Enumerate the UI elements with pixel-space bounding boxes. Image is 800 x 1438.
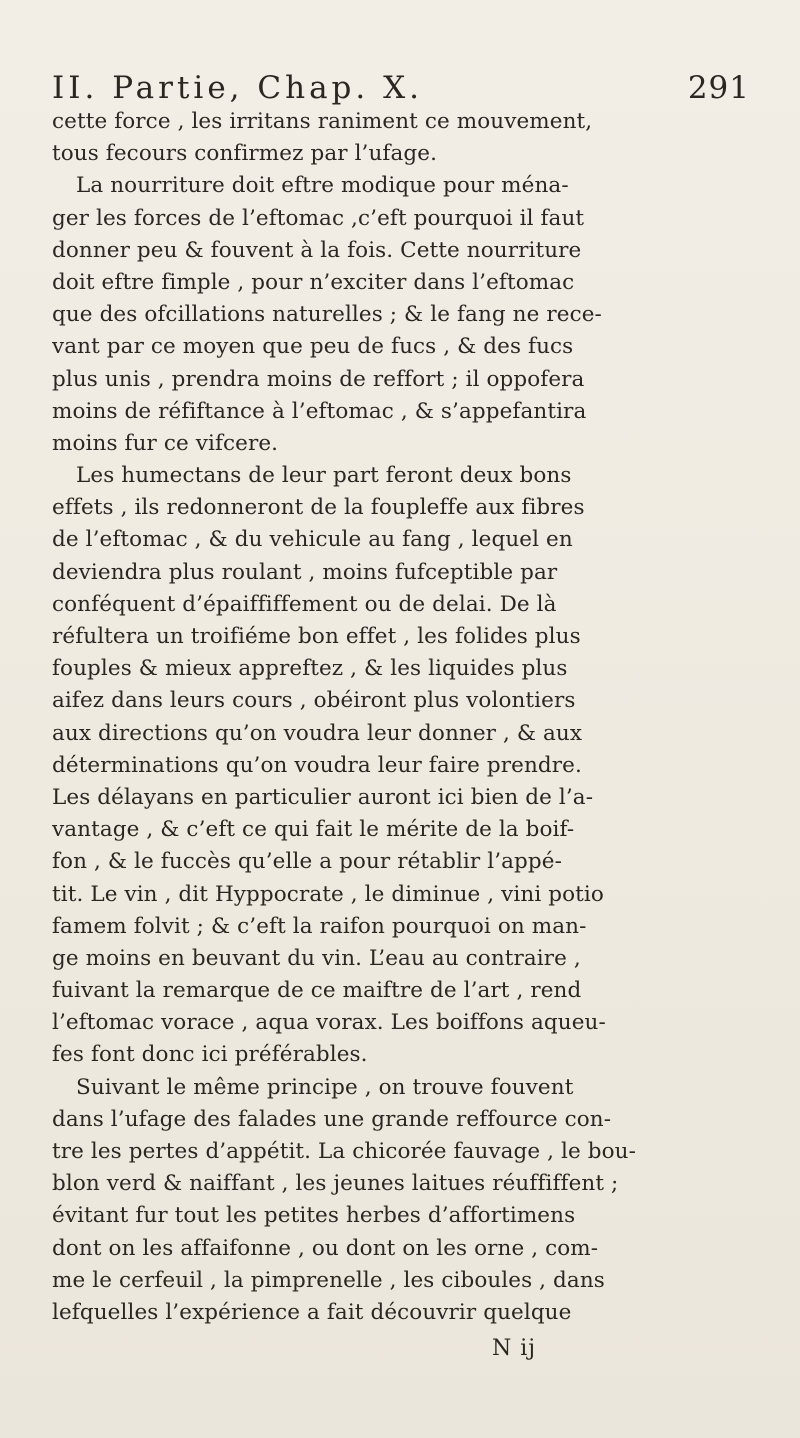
text-line: moins fur ce vifcere. <box>52 430 279 456</box>
running-head <box>52 70 760 106</box>
text-line: famem folvit ; & c’eft la raifon pourquoi on man- <box>52 913 587 939</box>
text-line: ger les forces de l’eftomac ,c’eft pourquoi il faut <box>52 205 585 231</box>
text-line: tous fecours confirmez par l’ufage. <box>52 141 438 167</box>
text-line: dans l’ufage des falades une grande reffource con- <box>52 1106 612 1132</box>
text-line: me le cerfeuil , la pimprenelle , les ciboules , dans <box>52 1267 605 1293</box>
text-line: vantage , & c’eft ce qui fait le mérite de la boif- <box>52 817 575 843</box>
text-line: aux directions qu’on voudra leur donner , & aux <box>52 720 583 746</box>
signature-mark: N ij <box>492 1336 537 1362</box>
text-line: déterminations qu’on voudra leur faire prendre. <box>52 752 582 778</box>
text-line: aifez dans leurs cours , obéiront plus volontiers <box>52 688 576 714</box>
text-line: vant par ce moyen que peu de fucs , & des fucs <box>52 334 574 360</box>
text-line: fon , & le fuccès qu’elle a pour rétablir l’appé- <box>52 849 562 875</box>
text-line: tre les pertes d’appétit. La chicorée fauvage , le bou- <box>52 1139 636 1164</box>
text-line: lefquelles l’expérience a fait découvrir quelque <box>52 1299 572 1325</box>
body-text <box>52 106 760 1329</box>
text-line: Les délayans en particulier auront ici bien de l’a- <box>52 784 594 810</box>
text-line: évitant fur tout les petites herbes d’affortimens <box>52 1203 576 1229</box>
text-line: deviendra plus roulant , moins fufceptible par <box>52 559 558 585</box>
text-line: dont on les affaifonne , ou dont on les orne , com- <box>52 1235 599 1261</box>
text-line: conféquent d’épaiffiffement ou de delai. De là <box>52 591 557 617</box>
text-line: fes font donc ici préférables. <box>52 1042 368 1068</box>
text-line: donner peu & fouvent à la fois. Cette nourriture <box>52 237 582 263</box>
text-line: ge moins en beuvant du vin. L’eau au contraire , <box>52 945 581 971</box>
text-line: l’eftomac vorace , aqua vorax. Les boiffons aqueu- <box>52 1010 606 1036</box>
text-line: effets , ils redonneront de la foupleffe aux fibres <box>52 495 585 521</box>
text-line: fuivant la remarque de ce maiftre de l’art , rend <box>52 978 582 1004</box>
page-number: 291 <box>687 70 750 106</box>
text-line: fouples & mieux appreftez , & les liquides plus <box>52 656 568 682</box>
text-line: doit eftre fimple , pour n’exciter dans l’eftomac <box>52 269 575 295</box>
text-line: Les humectans de leur part feront deux bons <box>76 463 572 489</box>
text-line: réfultera un troifiéme bon effet , les folides plus <box>52 624 581 649</box>
text-line: blon verd & naiffant , les jeunes laitues réuffiffent ; <box>52 1171 619 1197</box>
text-line: de l’eftomac , & du vehicule au fang , lequel en <box>52 527 573 553</box>
text-line: que des ofcillations naturelles ; & le fang ne rece- <box>52 302 602 328</box>
text-line: Suivant le même principe , on trouve fouvent <box>76 1074 574 1100</box>
text-line: plus unis , prendra moins de reffort ; il oppofera <box>52 366 585 392</box>
text-line: cette force , les irritans raniment ce mouvement, <box>52 109 593 134</box>
text-line: La nourriture doit eftre modique pour ména- <box>76 173 569 199</box>
running-head-title: II. Partie, Chap. X. <box>52 70 424 106</box>
text-line: moins de réfiftance à l’eftomac , & s’appefantira <box>52 398 587 424</box>
text-line: tit. Le vin , dit Hyppocrate , le diminue , vini potio <box>52 881 604 907</box>
